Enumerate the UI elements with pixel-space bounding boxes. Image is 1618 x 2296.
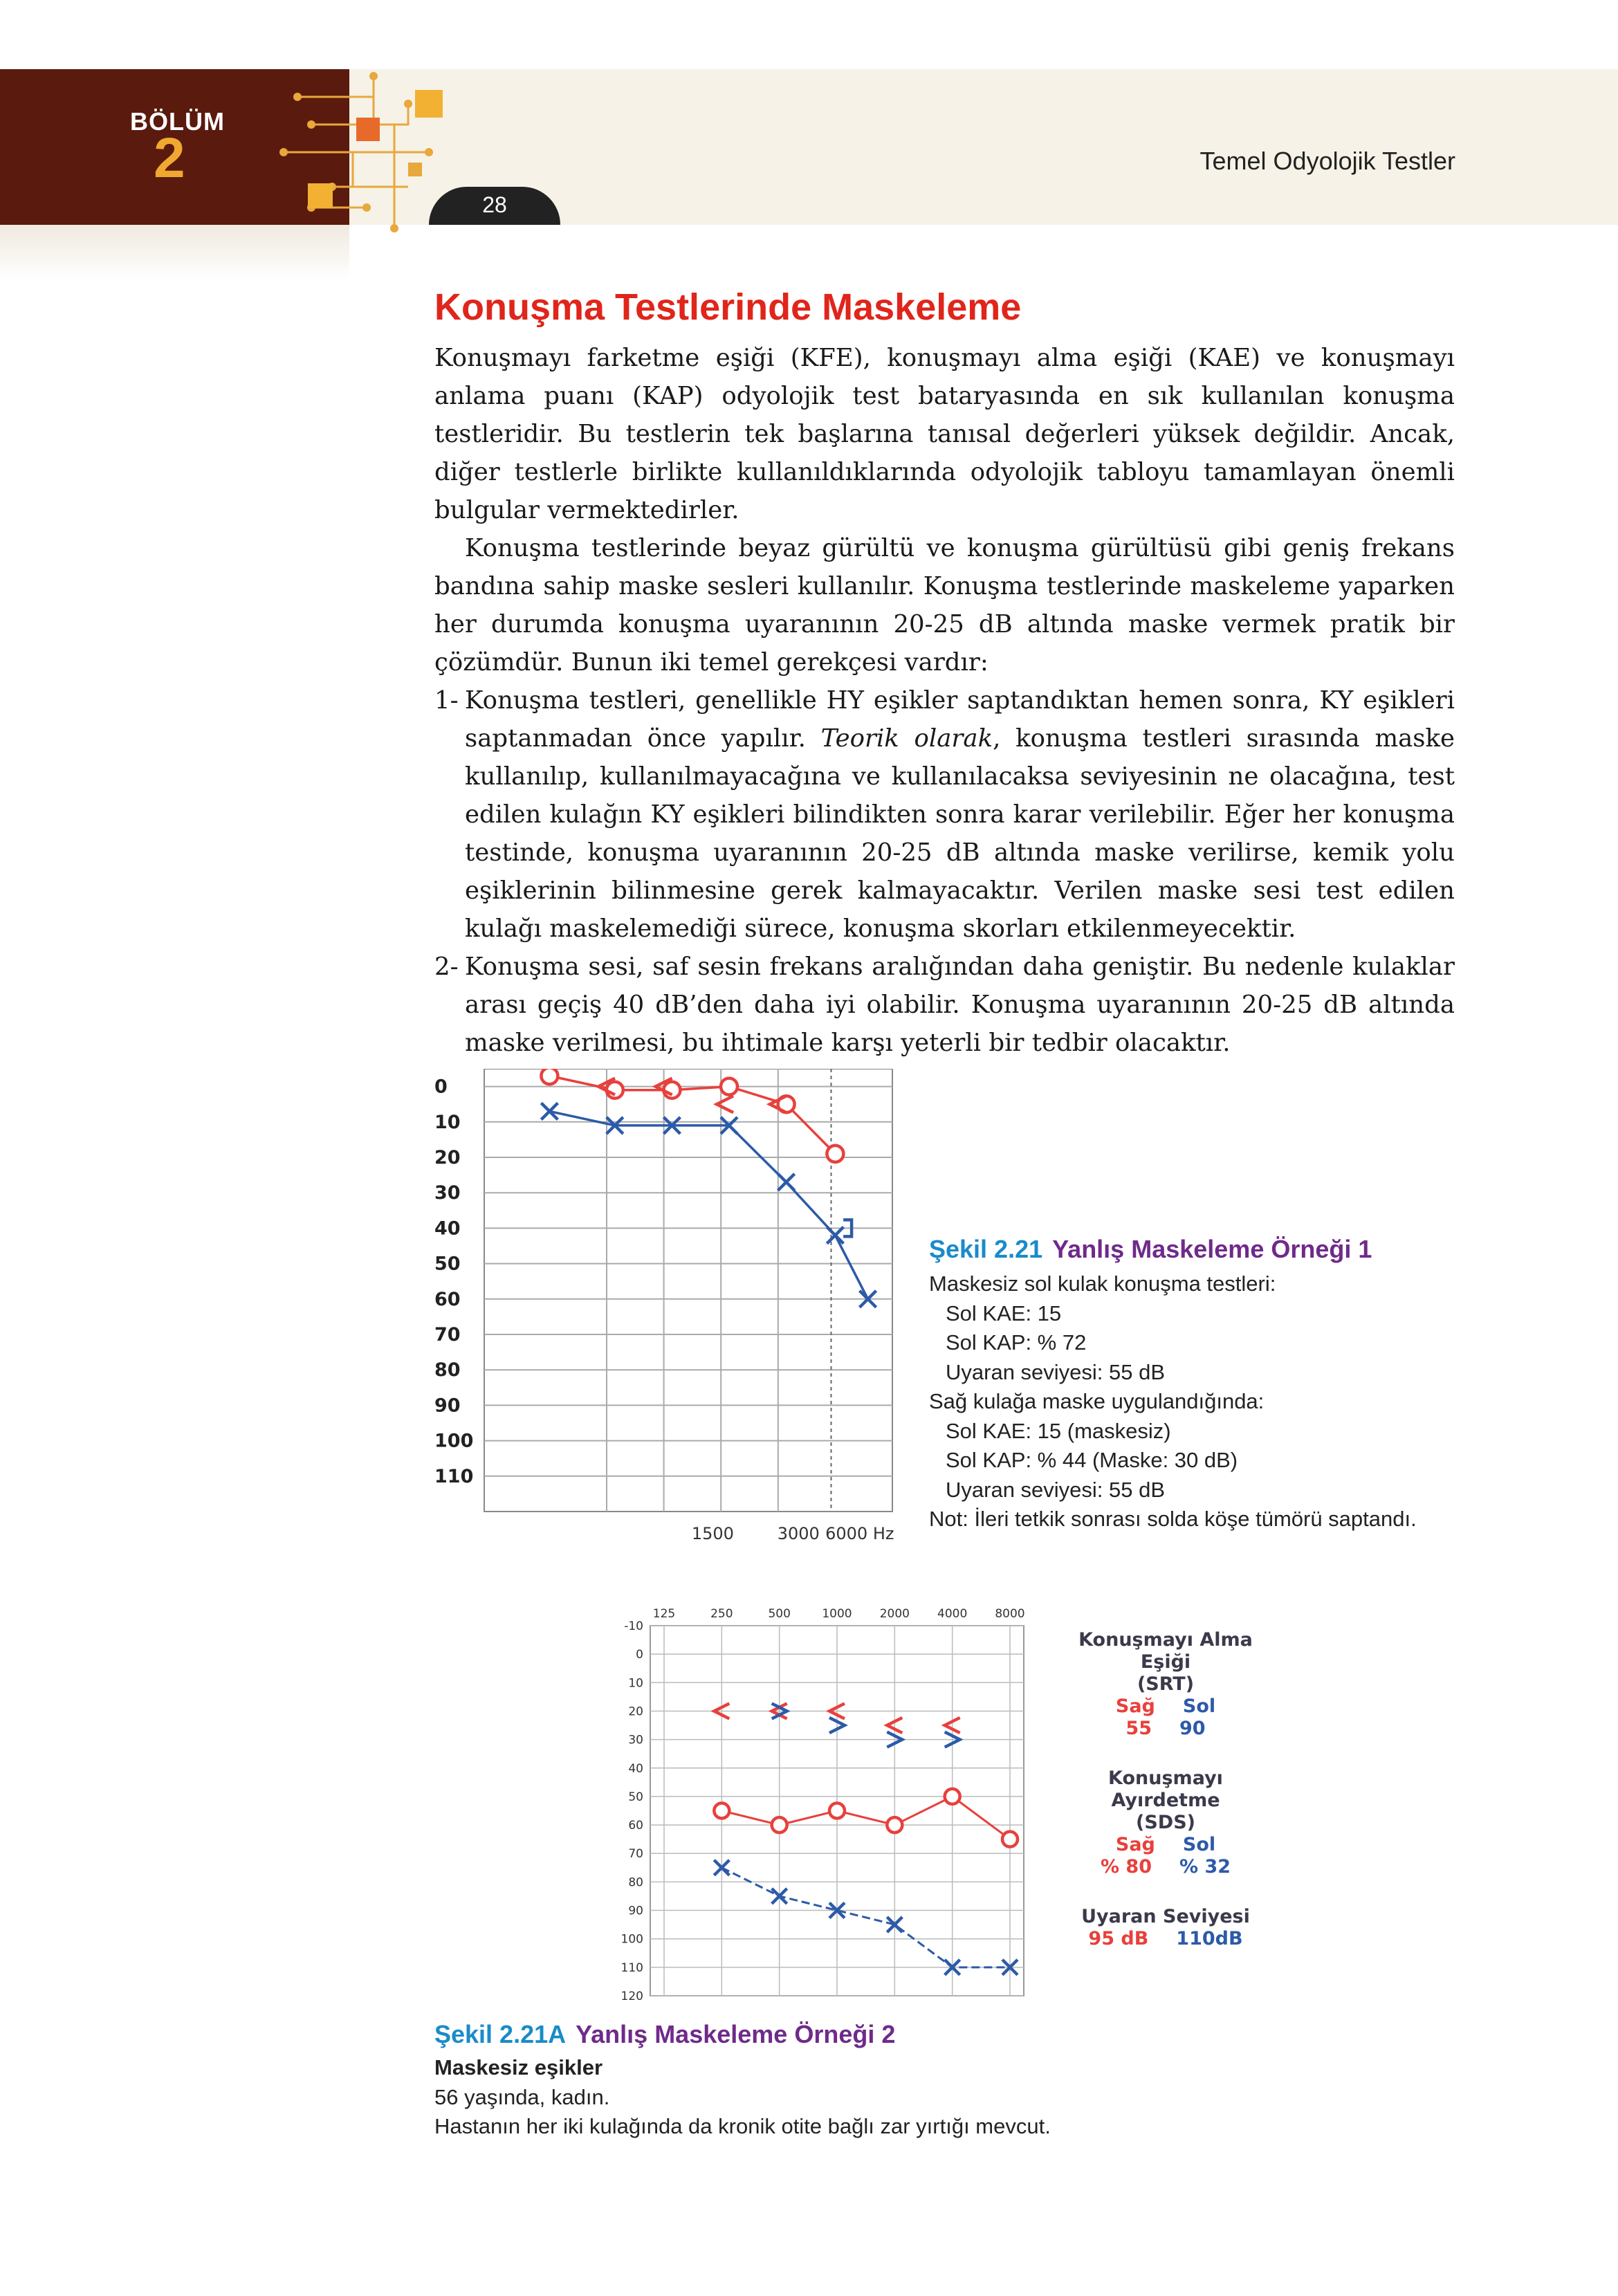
left-label: Sol [1182, 1834, 1216, 1855]
x-tick-label: 1500 [691, 1524, 734, 1543]
italic-phrase: Teorik olarak [820, 724, 993, 753]
page-number: 28 [482, 192, 507, 217]
sds-right: % 80 [1100, 1856, 1152, 1877]
right-label: Sağ [1115, 1696, 1155, 1717]
stimulus-left: 110dB [1176, 1928, 1243, 1949]
y-tick-label: -10 [624, 1619, 643, 1633]
figure-number: Şekil 2.21A [434, 2020, 567, 2048]
left-label: Sol [1182, 1696, 1216, 1717]
srt-abbrev: (SRT) [1137, 1673, 1195, 1695]
body-text [434, 339, 1455, 1062]
marker-circle [829, 1803, 845, 1819]
y-tick-label: 40 [434, 1218, 461, 1240]
y-tick-label: 120 [620, 1990, 643, 2003]
figure-note-line: Sol KAE: 15 (maskesiz) [946, 1418, 1171, 1443]
paragraph-1: Konuşmayı farketme eşiği (KFE), konuşmayı alma eşiği (KAE) ve konuşmayı anlama puanı (KAP) odyolojik test bataryasında en sık kullanılan konuşma testleridir. Bu testlerin tek başlarına tanısal değerleri yüksek değildir. Ancak, diğer testlerle birlikte kullanıldıklarında odyolojik tabloyu tamamlayan önemli bulgular vermektedirler. [434, 344, 1455, 524]
list-text: Konuşma sesi, saf sesin frekans aralığından daha geniştir. Bu nedenle kulaklar arası geçiş 40 dB’den daha iyi olabilir. Konuşma uyaranının 20-25 dB altında maske verilmesi, bu ihtimale karşı yeterli bir tedbir olacaktır. [465, 953, 1455, 1057]
marker-circle [887, 1817, 902, 1833]
stimulus-title: Uyaran Seviyesi [1081, 1906, 1250, 1927]
list-item-1 [434, 681, 1455, 948]
sds-title: Konuşmayı Ayırdetme [1108, 1767, 1223, 1811]
y-tick-label: 70 [434, 1324, 461, 1346]
y-tick-label: 40 [628, 1761, 643, 1776]
x-tick-label: 4000 [937, 1607, 968, 1621]
figure-note-line: Uyaran seviyesi: 55 dB [946, 1477, 1166, 1502]
marker-circle [714, 1803, 729, 1819]
y-tick-label: 20 [434, 1147, 461, 1168]
y-tick-label: 10 [434, 1111, 461, 1133]
list-number: 1- [434, 686, 459, 715]
marker-circle [607, 1082, 623, 1099]
figure-note-line: Uyaran seviyesi: 55 dB [946, 1359, 1166, 1384]
srt-right: 55 [1125, 1718, 1152, 1739]
figure-title: Yanlış Maskeleme Örneği 1 [1052, 1235, 1372, 1263]
stimulus-right: 95 dB [1088, 1928, 1149, 1949]
speech-results-legend [1051, 1629, 1280, 1950]
figure-1-notes [929, 1269, 1417, 1534]
y-tick-label: 70 [628, 1847, 643, 1862]
figure-note-2: Hastanın her iki kulağında da kronik otite bağlı zar yırtığı mevcut. [434, 2114, 1051, 2138]
y-tick-label: 30 [434, 1182, 461, 1204]
y-tick-label: 60 [434, 1288, 461, 1310]
srt-title: Konuşmayı Alma Eşiği [1078, 1629, 1253, 1673]
x-tick-label: 2000 [879, 1607, 910, 1621]
figure-title: Yanlış Maskeleme Örneği 2 [576, 2020, 896, 2048]
y-tick-label: 50 [628, 1790, 643, 1804]
marker-circle [663, 1082, 680, 1099]
y-tick-label: 100 [434, 1430, 474, 1452]
y-tick-label: 90 [434, 1395, 461, 1417]
section-title: Konuşma Testlerinde Maskeleme [434, 286, 1022, 328]
marker-circle [772, 1817, 787, 1833]
figure-note-line: Not: İleri tetkik sonrası solda köşe tümörü saptandı. [929, 1507, 1417, 1531]
circuit-decoration [270, 48, 450, 235]
running-title: Temel Odyolojik Testler [1199, 147, 1455, 175]
x-tick-label: 500 [768, 1607, 791, 1621]
y-tick-label: 10 [628, 1676, 643, 1691]
x-tick-label: 1000 [822, 1607, 852, 1621]
list-number: 2- [434, 953, 459, 981]
srt-left: 90 [1179, 1718, 1206, 1739]
y-tick-label: 80 [434, 1359, 461, 1381]
figure-2-caption [434, 2020, 1051, 2142]
figure-note-line: Sol KAP: % 72 [946, 1330, 1087, 1354]
figure-number: Şekil 2.21 [929, 1235, 1043, 1263]
marker-circle [541, 1069, 558, 1084]
chapter-number: 2 [154, 127, 185, 190]
sds-left: % 32 [1179, 1856, 1231, 1877]
paragraph-2: Konuşma testlerinde beyaz gürültü ve konuşma gürültüsü gibi geniş frekans bandına sahip maske sesleri kullanılır. Konuşma testlerinde maskeleme yaparken her durumda konuşma uyaranının 20-25 dB altında maske vermek pratik bir çözümdür. Bunun iki temel gerekçesi vardır: [434, 534, 1455, 677]
x-tick-label: 8000 [995, 1607, 1025, 1621]
y-tick-label: 60 [628, 1819, 643, 1833]
y-tick-label: 20 [628, 1705, 643, 1719]
marker-circle [721, 1078, 737, 1095]
marker-circle [945, 1789, 960, 1804]
y-tick-label: 100 [620, 1932, 643, 1947]
audiogram-chart-2 [609, 1598, 1038, 2006]
y-tick-label: 110 [434, 1465, 474, 1487]
chapter-label: BÖLÜM [130, 107, 225, 136]
right-label: Sağ [1115, 1834, 1155, 1855]
x-tick-label: 3000 [777, 1524, 820, 1543]
figure-1-caption [929, 1235, 1417, 1534]
figure-note-1: 56 yaşında, kadın. [434, 2084, 610, 2109]
x-tick-label: 250 [710, 1607, 733, 1621]
y-tick-label: 0 [636, 1648, 643, 1662]
list-item-2 [434, 948, 1455, 1062]
y-tick-label: 80 [628, 1875, 643, 1890]
figure-note-line: Sol KAP: % 44 (Maske: 30 dB) [946, 1448, 1238, 1472]
y-tick-label: 110 [620, 1960, 643, 1975]
figure-note-line: Sol KAE: 15 [946, 1301, 1062, 1325]
y-tick-label: 90 [628, 1904, 643, 1918]
y-tick-label: 50 [434, 1253, 461, 1275]
x-tick-label: 6000 Hz [825, 1524, 894, 1543]
x-tick-label: 125 [652, 1607, 676, 1621]
sds-abbrev: (SDS) [1136, 1812, 1195, 1833]
marker-circle [827, 1146, 843, 1162]
figure-note-line: Sağ kulağa maske uygulandığında: [929, 1389, 1265, 1413]
marker-circle [1002, 1832, 1018, 1847]
figure-subtitle: Maskesiz eşikler [434, 2055, 603, 2079]
figure-note-line: Maskesiz sol kulak konuşma testleri: [929, 1271, 1276, 1296]
y-tick-label: 30 [628, 1733, 643, 1747]
y-tick-label: 0 [434, 1076, 448, 1098]
audiogram-chart-1 [429, 1069, 913, 1546]
list-text: Konuşma testleri, genellikle HY eşikler saptandıktan hemen sonra, KY eşikleri saptanmadan önce yapılır. Teorik olarak, konuşma testleri sırasında maske kullanılıp, kullanılmayacağına ve kullanılacaksa seviyesinin ne olacağına, test edilen kulağın KY eşikleri bilindikten sonra karar verilebilir. Eğer her konuşma testinde, konuşma uyaranının 20-25 dB altında maske verilirse, kemik yolu eşiklerinin bilinmesine gerek kalmayacaktır. Verilen maske sesi test edilen kulağı maskelemediği sürece, konuşma skorları etkilenmeyecektir. [465, 686, 1455, 943]
